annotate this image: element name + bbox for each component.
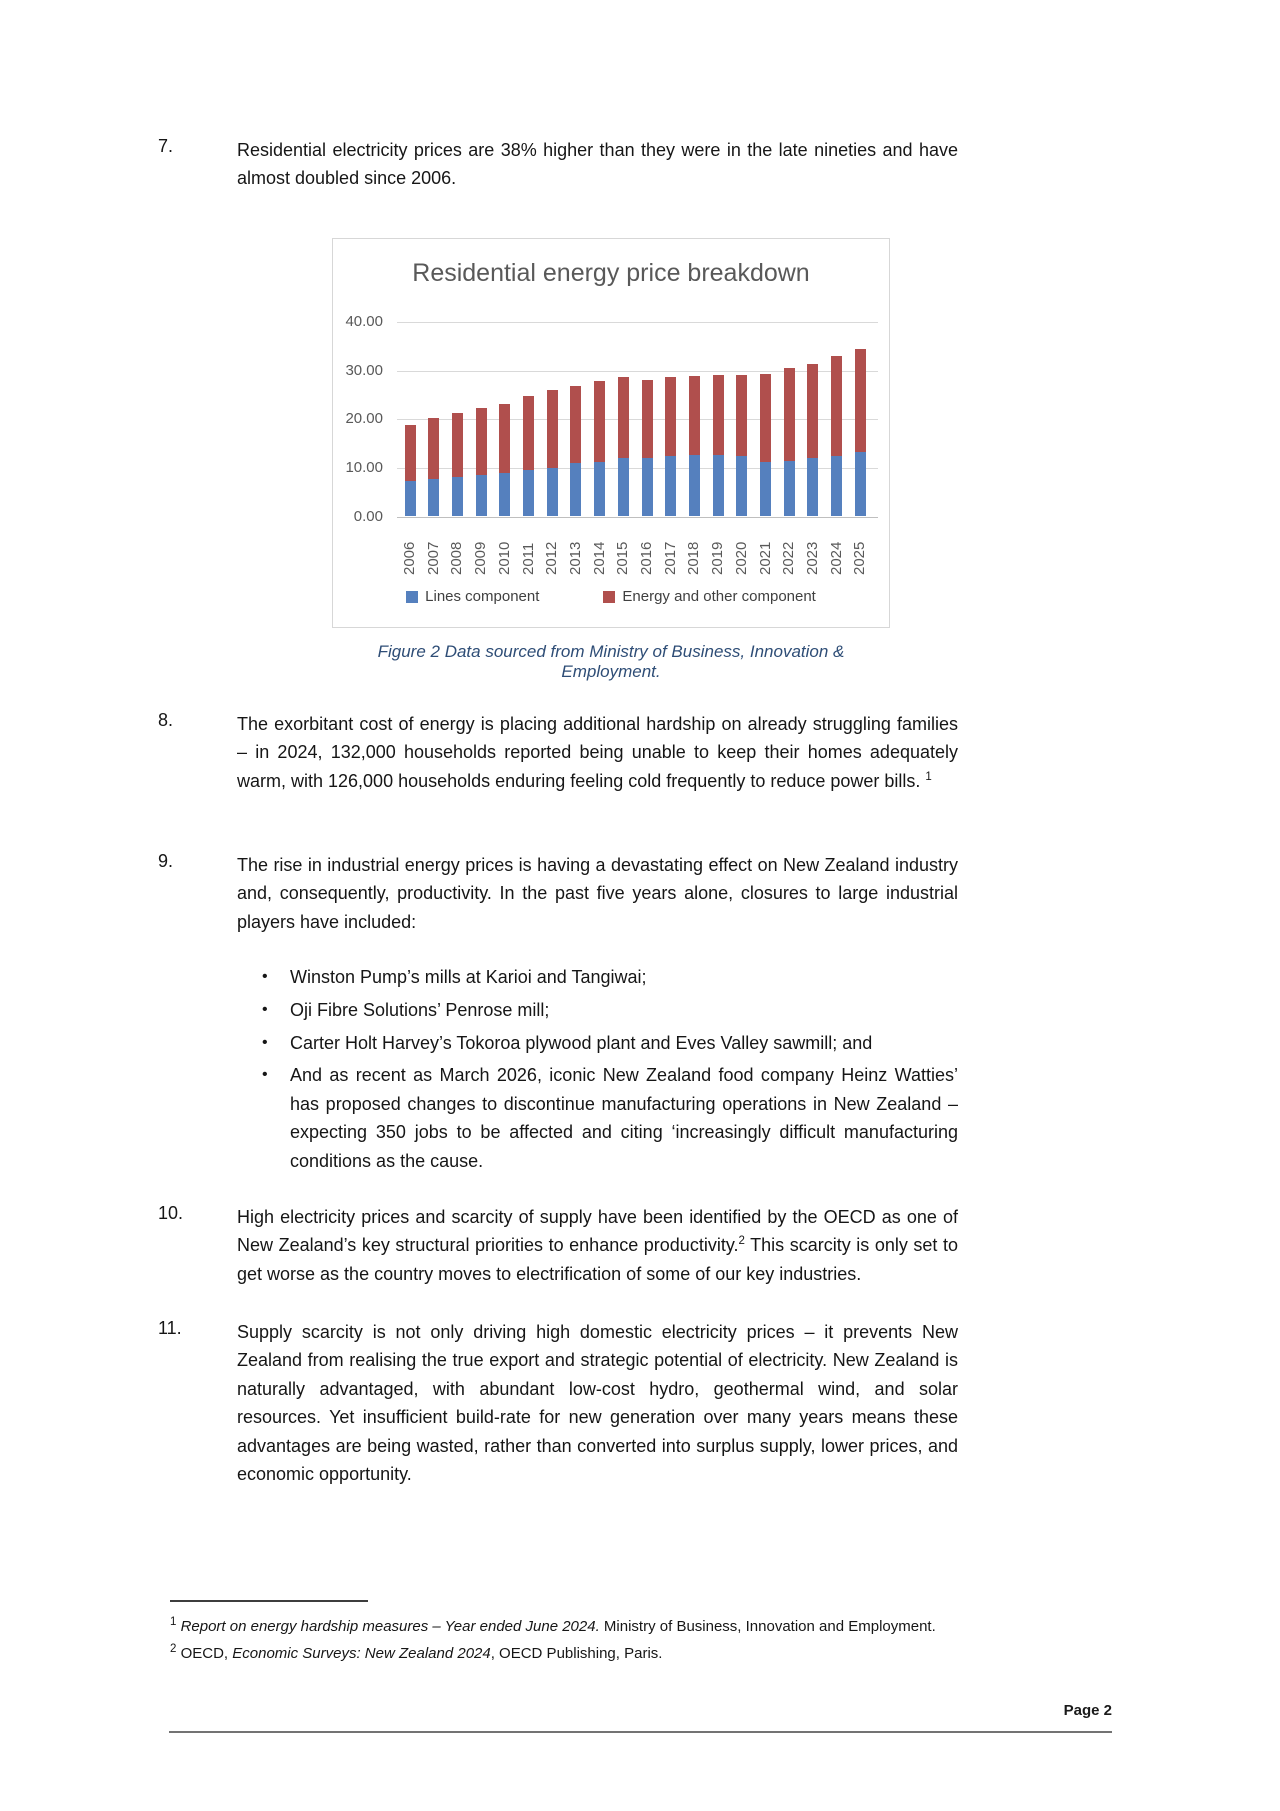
bar-energy-2025: [855, 349, 866, 452]
chart-title: Residential energy price breakdown: [412, 259, 810, 287]
bar-energy-2015: [618, 377, 629, 458]
bullet-text: Winston Pump’s mills at Karioi and Tangiwai;: [290, 967, 647, 987]
paragraph-body: This scarcity is only set to get worse as the country moves to electrification of some of our key industries.: [237, 1235, 959, 1284]
footnote-number: 2: [170, 1643, 177, 1655]
bar-lines-2009: [476, 475, 487, 516]
x-tick-2008: 2008: [448, 541, 466, 575]
bar-energy-2006: [405, 425, 416, 482]
footnote-ref-1: 1: [925, 770, 932, 783]
bar-energy-2014: [594, 381, 605, 462]
bar-lines-2012: [547, 468, 558, 516]
bar-energy-2009: [476, 408, 487, 475]
footnote-regular: , OECD Publishing, Paris.: [490, 1645, 663, 1662]
gridline-40: [397, 322, 878, 323]
legend-label: Energy and other component: [622, 588, 816, 605]
legend-swatch-blue: [406, 591, 418, 603]
paragraph-7: [158, 136, 958, 193]
footnote-italic: Report on energy hardship measures – Year ended June 2024.: [176, 1618, 600, 1635]
list-item: [262, 996, 958, 1024]
bullet-list: [262, 963, 958, 1179]
x-tick-2022: 2022: [780, 541, 798, 575]
x-tick-2025: 2025: [851, 541, 869, 575]
bullet-icon: •: [262, 1000, 268, 1018]
bar-lines-2011: [523, 470, 534, 516]
bar-lines-2020: [736, 456, 747, 516]
y-tick-label: 20.00: [345, 410, 383, 428]
bar-lines-2023: [807, 458, 818, 516]
paragraph-body: High electricity prices and scarcity of supply have been identified by the OECD as one of New Zealand’s key structural priorities to enhance productivity.: [237, 1207, 958, 1256]
paragraph-number: 7.: [158, 136, 174, 156]
bullet-icon: •: [262, 1066, 268, 1084]
paragraph-number: 9.: [158, 851, 174, 871]
paragraph-text: The rise in industrial energy prices is having a devastating effect on New Zealand industry and, consequently, productivity. In the past five years alone, closures to large industrial players have included:: [237, 855, 958, 932]
bar-energy-2019: [713, 375, 724, 455]
x-tick-2023: 2023: [803, 541, 821, 575]
bullet-icon: •: [262, 968, 268, 985]
paragraph-text: Residential electricity prices are 38% higher than they were in the late nineties and have almost doubled since 2006.: [237, 140, 958, 189]
legend-entry-energy: [603, 588, 815, 605]
legend-entry-lines: [406, 588, 539, 605]
footnote-regular: Ministry of Business, Innovation and Employment.: [599, 1618, 936, 1635]
gridline-0: [397, 517, 878, 518]
bar-lines-2022: [784, 461, 795, 517]
chart-legend: [333, 588, 889, 605]
figure-caption: Figure 2 Data sourced from Ministry of Business, Innovation & Employment.: [377, 642, 845, 681]
list-item: [262, 963, 958, 991]
paragraph-11: [158, 1318, 958, 1488]
y-tick-label: 0.00: [353, 507, 383, 525]
paragraph-text: [237, 1203, 958, 1288]
bar-energy-2010: [499, 404, 510, 473]
bar-energy-2017: [665, 377, 676, 456]
bar-energy-2020: [736, 375, 747, 456]
y-tick-label: 30.00: [345, 361, 383, 379]
gridline-20: [397, 419, 878, 420]
bar-lines-2017: [665, 456, 676, 516]
footnote-1: [170, 1614, 1120, 1639]
x-tick-2015: 2015: [614, 541, 632, 575]
bar-lines-2007: [428, 479, 439, 516]
paragraph-8: [158, 710, 958, 795]
x-tick-2007: 2007: [424, 541, 442, 575]
list-item: [262, 1029, 958, 1057]
x-tick-2017: 2017: [661, 541, 679, 575]
bar-lines-2018: [689, 455, 700, 516]
footnote-italic: Economic Surveys: New Zealand 2024: [232, 1645, 491, 1662]
y-tick-label: 10.00: [345, 458, 383, 476]
bar-lines-2019: [713, 455, 724, 516]
paragraph-9: [158, 851, 958, 936]
x-tick-2024: 2024: [827, 541, 845, 575]
bar-lines-2008: [452, 477, 463, 516]
x-tick-2019: 2019: [709, 541, 727, 575]
paragraph-text: [237, 710, 958, 795]
x-tick-2009: 2009: [472, 541, 490, 575]
footnote-regular: OECD,: [176, 1645, 233, 1662]
bar-energy-2011: [523, 396, 534, 470]
paragraph-number: 8.: [158, 710, 174, 730]
footer-divider: [169, 1731, 1112, 1733]
legend-swatch-red: [603, 591, 615, 603]
bullet-text: Oji Fibre Solutions’ Penrose mill;: [290, 999, 550, 1020]
paragraph-text: Supply scarcity is not only driving high domestic electricity prices – it prevents New Zealand from realising the true export and strategic potential of electricity. New Zealand is naturally advantaged, with abundant low-cost hydro, geothermal wind, and solar resources. Yet insufficient build-rate for new generation over many years means these advantages are being wasted, rather than converted into surplus supply, lower prices, and economic opportunity.: [237, 1322, 958, 1485]
x-tick-2014: 2014: [590, 541, 608, 575]
bar-lines-2006: [405, 481, 416, 516]
x-tick-2011: 2011: [519, 542, 537, 575]
x-tick-2012: 2012: [543, 541, 561, 575]
bar-lines-2024: [831, 456, 842, 516]
bar-lines-2010: [499, 473, 510, 517]
bar-lines-2021: [760, 462, 771, 516]
bar-lines-2025: [855, 452, 866, 517]
x-tick-2020: 2020: [732, 541, 750, 575]
gridline-10: [397, 468, 878, 469]
chart-area: [332, 238, 890, 628]
x-tick-2010: 2010: [495, 541, 513, 575]
bar-lines-2013: [570, 463, 581, 516]
bar-energy-2007: [428, 418, 439, 479]
bar-lines-2015: [618, 458, 629, 516]
footnote-2: [170, 1641, 1120, 1666]
bar-energy-2022: [784, 368, 795, 460]
bar-energy-2018: [689, 376, 700, 455]
x-tick-2013: 2013: [566, 541, 584, 575]
page-number: Page 2: [1063, 1702, 1112, 1719]
bar-energy-2024: [831, 356, 842, 456]
bullet-icon: •: [262, 1033, 268, 1051]
footnote-number: 1: [170, 1616, 177, 1628]
footnote-ref-2: 2: [738, 1235, 745, 1248]
bar-energy-2013: [570, 386, 581, 464]
footnote-separator: [170, 1600, 368, 1602]
bar-energy-2008: [452, 413, 463, 477]
x-tick-2006: 2006: [401, 541, 418, 575]
bar-energy-2012: [547, 390, 558, 469]
paragraph-number: 10.: [158, 1203, 184, 1223]
y-tick-label: 40.00: [345, 313, 383, 330]
list-item: [262, 1061, 958, 1175]
bullet-text: And as recent as March 2026, iconic New Zealand food company Heinz Watties’ has proposed changes to discontinue manufacturing operations in New Zealand – expecting 350 jobs to be affected and citing ‘increasingly difficult manufacturing conditions as the cause.: [290, 1065, 958, 1171]
x-tick-2021: 2021: [756, 541, 774, 575]
x-tick-2016: 2016: [638, 541, 655, 575]
bar-lines-2014: [594, 462, 605, 516]
bar-energy-2023: [807, 364, 818, 458]
legend-label: Lines component: [425, 588, 540, 605]
bullet-text: Carter Holt Harvey’s Tokoroa plywood plant and Eves Valley sawmill; and: [290, 1032, 873, 1053]
gridline-30: [397, 371, 878, 372]
paragraph-10: [158, 1203, 958, 1288]
paragraph-body: The exorbitant cost of energy is placing additional hardship on already struggling families – in 2024, 132,000 households reported being unable to keep their homes adequately warm, with 126,000 households enduring feeling cold frequently to reduce power bills.: [237, 714, 958, 791]
bar-energy-2016: [642, 380, 653, 458]
bar-lines-2016: [642, 458, 653, 517]
x-tick-2018: 2018: [685, 541, 703, 575]
bar-energy-2021: [760, 374, 771, 462]
paragraph-number: 11.: [158, 1318, 182, 1338]
